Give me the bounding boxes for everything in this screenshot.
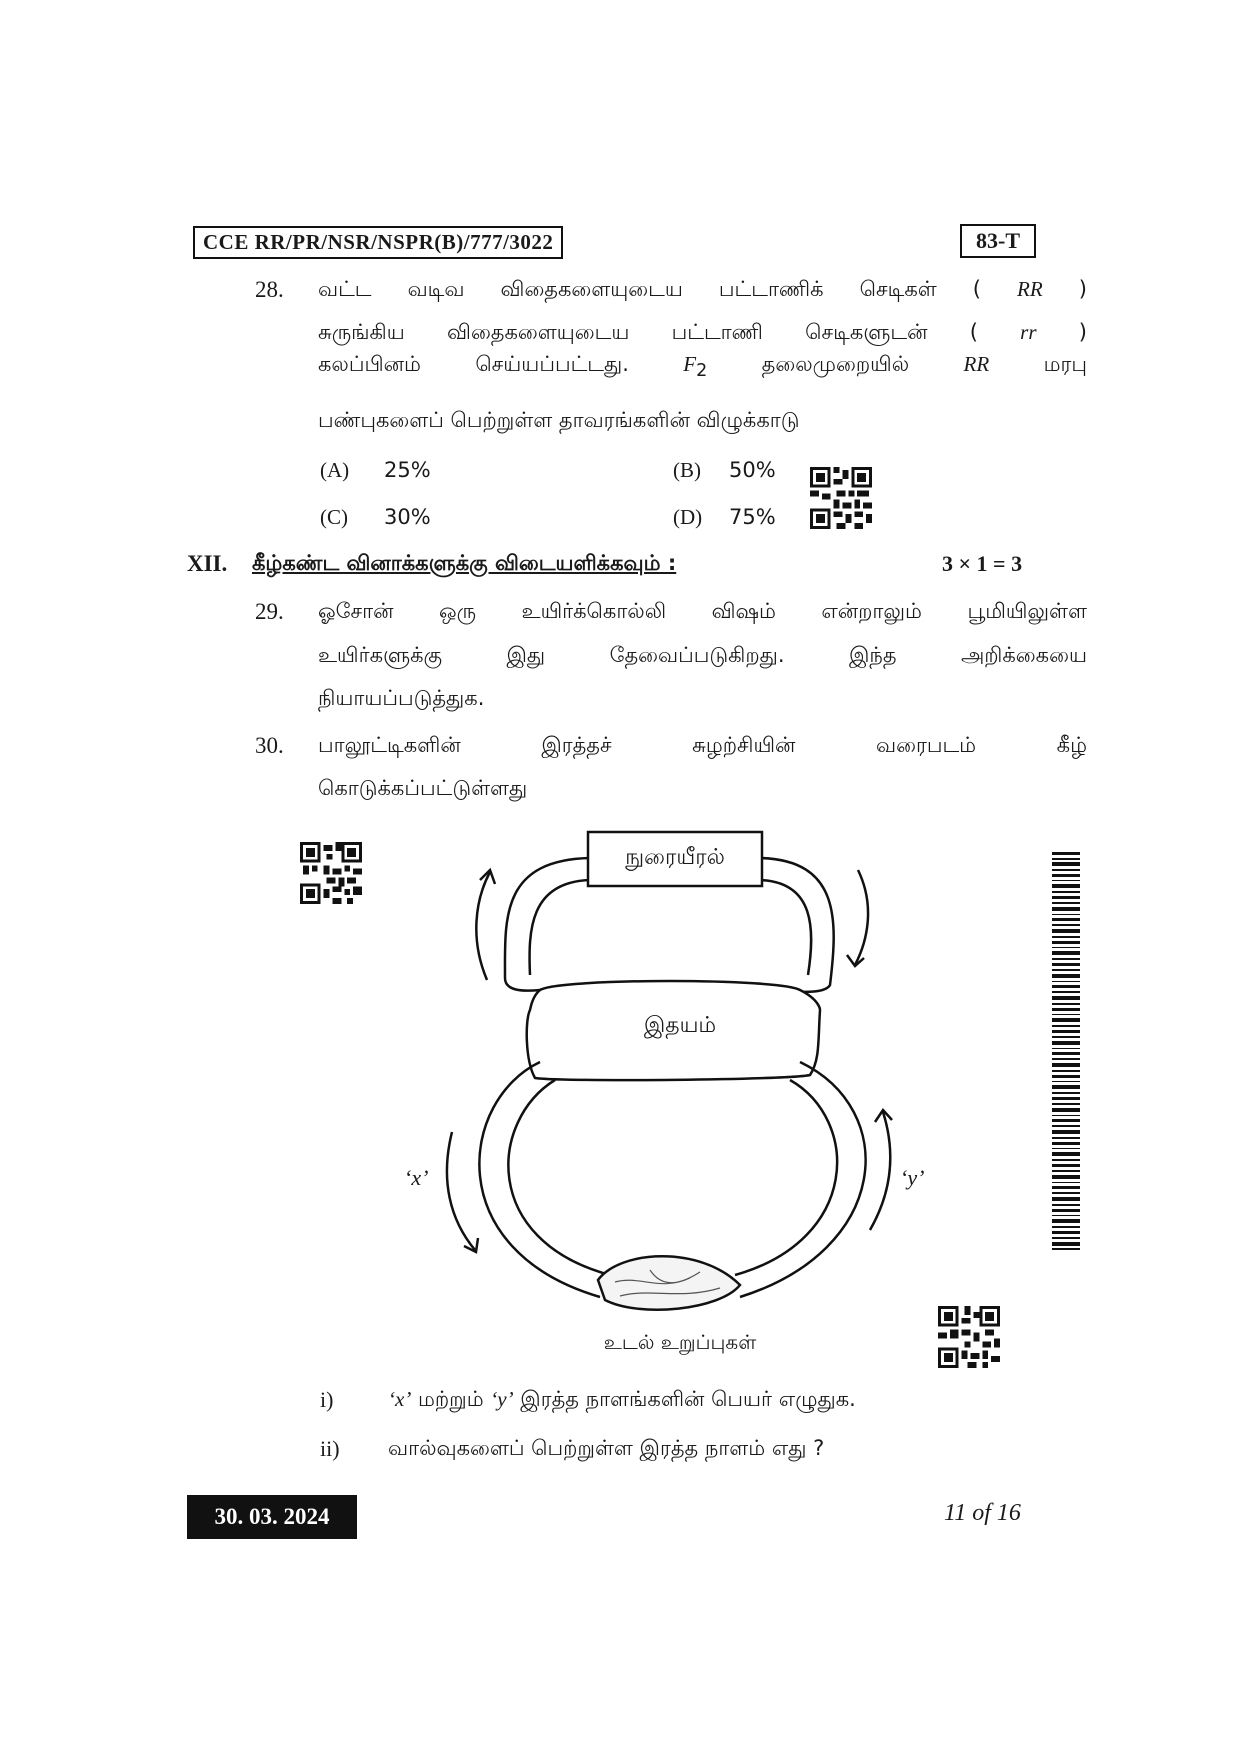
question-number: 30.	[255, 733, 284, 758]
section-number: XII.	[187, 551, 228, 576]
word: செடிகளுடன்	[805, 320, 928, 344]
word: தலைமுறையில்	[761, 352, 910, 376]
text-fragment: இரத்த நாளங்களின் பெயர் எழுதுக.	[513, 1387, 856, 1411]
word: )	[1078, 277, 1087, 301]
question-text-line	[318, 320, 1087, 347]
page-number: 11 of 16	[944, 1500, 1021, 1526]
word: செடிகள்	[859, 277, 937, 301]
word: இது	[506, 643, 546, 667]
question-text-line: நியாயப்படுத்துக.	[318, 686, 485, 710]
sub-question-number: i)	[320, 1387, 334, 1412]
f2-term	[683, 352, 707, 381]
word: விதைகளையுடைய	[447, 320, 630, 344]
option-label: (C)	[320, 505, 348, 529]
question-text-line	[318, 599, 1087, 626]
vessel-x-label: ‘x’	[404, 1165, 429, 1190]
vessel-x-ref: ‘x’	[388, 1387, 412, 1411]
word: விஷம்	[711, 599, 776, 623]
word: அறிக்கையை	[960, 643, 1087, 667]
word: கலப்பினம்	[318, 352, 421, 376]
heart-label: இதயம்	[643, 1013, 717, 1038]
option-text: 50%	[729, 458, 776, 482]
exam-date-badge: 30. 03. 2024	[187, 1495, 357, 1539]
word: (	[969, 320, 978, 344]
section-marks: 3 × 1 = 3	[942, 551, 1023, 576]
question-text-line: கொடுக்கப்பட்டுள்ளது	[318, 776, 528, 800]
word: சுருங்கிய	[318, 320, 405, 344]
question-text-line: பண்புகளைப் பெற்றுள்ள தாவரங்களின் விழுக்காடு	[318, 408, 800, 432]
paper-code: 83-T	[960, 224, 1036, 258]
word: என்றாலும்	[821, 599, 922, 623]
word: சுழற்சியின்	[692, 733, 796, 757]
barcode-icon	[1052, 852, 1080, 1250]
option-text: 30%	[384, 505, 431, 529]
word: F	[683, 352, 697, 376]
option-text: 25%	[384, 458, 431, 482]
question-number: 28.	[255, 277, 284, 302]
qr-code-icon	[810, 467, 872, 529]
option-c	[320, 505, 431, 530]
option-a	[320, 458, 431, 483]
qr-code-icon	[938, 1306, 1000, 1368]
arrow-x-icon	[447, 1132, 475, 1250]
option-label: (D)	[673, 505, 703, 529]
sub-question-text	[388, 1387, 856, 1414]
word: உயிர்க்கொல்லி	[521, 599, 667, 623]
section-title: கீழ்கண்ட வினாக்களுக்கு விடையளிக்கவும் :	[252, 551, 677, 575]
word: மரபு	[1043, 352, 1087, 376]
option-text: 75%	[729, 505, 776, 529]
word: பட்டாணி	[671, 320, 763, 344]
word: பூமியிலுள்ள	[967, 599, 1087, 623]
arrow-down-right-icon	[855, 870, 868, 965]
word: (	[972, 277, 981, 301]
word: வட்ட	[318, 277, 372, 301]
text-fragment: மற்றும்	[411, 1387, 491, 1411]
question-text-line	[318, 277, 1087, 304]
body-organs-label: உடல் உறுப்புகள்	[603, 1330, 757, 1354]
word: தேவைப்படுகிறது.	[609, 643, 785, 667]
word: செய்யப்பட்டது.	[475, 352, 629, 376]
circulation-diagram	[380, 820, 940, 1360]
word: இரத்தச்	[541, 733, 612, 757]
subscript: 2	[696, 361, 708, 382]
vessel-y-ref: ‘y’	[490, 1387, 514, 1411]
qr-code-icon	[300, 842, 362, 904]
vessel-y-label: ‘y’	[900, 1165, 925, 1190]
word: rr	[1020, 320, 1037, 344]
option-d	[673, 505, 776, 530]
word: பாலூட்டிகளின்	[318, 733, 461, 757]
word: இந்த	[848, 643, 897, 667]
word: பட்டாணிக்	[718, 277, 824, 301]
question-text-line	[318, 352, 1087, 381]
arrow-up-left-icon	[476, 872, 490, 980]
option-b	[673, 458, 776, 483]
word: விதைகளையுடைய	[500, 277, 683, 301]
sub-question-number: ii)	[320, 1436, 340, 1461]
word: )	[1078, 320, 1087, 344]
arrowhead-icon	[847, 955, 864, 966]
lungs-label: நுரையீரல்	[625, 845, 725, 870]
question-number: 29.	[255, 599, 284, 624]
option-label: (B)	[673, 458, 701, 482]
exam-code: CCE RR/PR/NSR/NSPR(B)/777/3022	[193, 226, 563, 259]
word: உயிர்களுக்கு	[318, 643, 443, 667]
word: RR	[963, 352, 990, 376]
option-label: (A)	[320, 458, 350, 482]
word: வடிவ	[407, 277, 465, 301]
arrow-y-icon	[870, 1112, 890, 1230]
word: கீழ்	[1056, 733, 1087, 757]
word: ஓசோன்	[318, 599, 394, 623]
question-text-line	[318, 733, 1087, 760]
question-text-line	[318, 643, 1087, 670]
word: ஒரு	[438, 599, 477, 623]
sub-question-text: வால்வுகளைப் பெற்றுள்ள இரத்த நாளம் எது ?	[388, 1436, 825, 1460]
word: வரைபடம்	[876, 733, 977, 757]
word: RR	[1017, 277, 1043, 301]
